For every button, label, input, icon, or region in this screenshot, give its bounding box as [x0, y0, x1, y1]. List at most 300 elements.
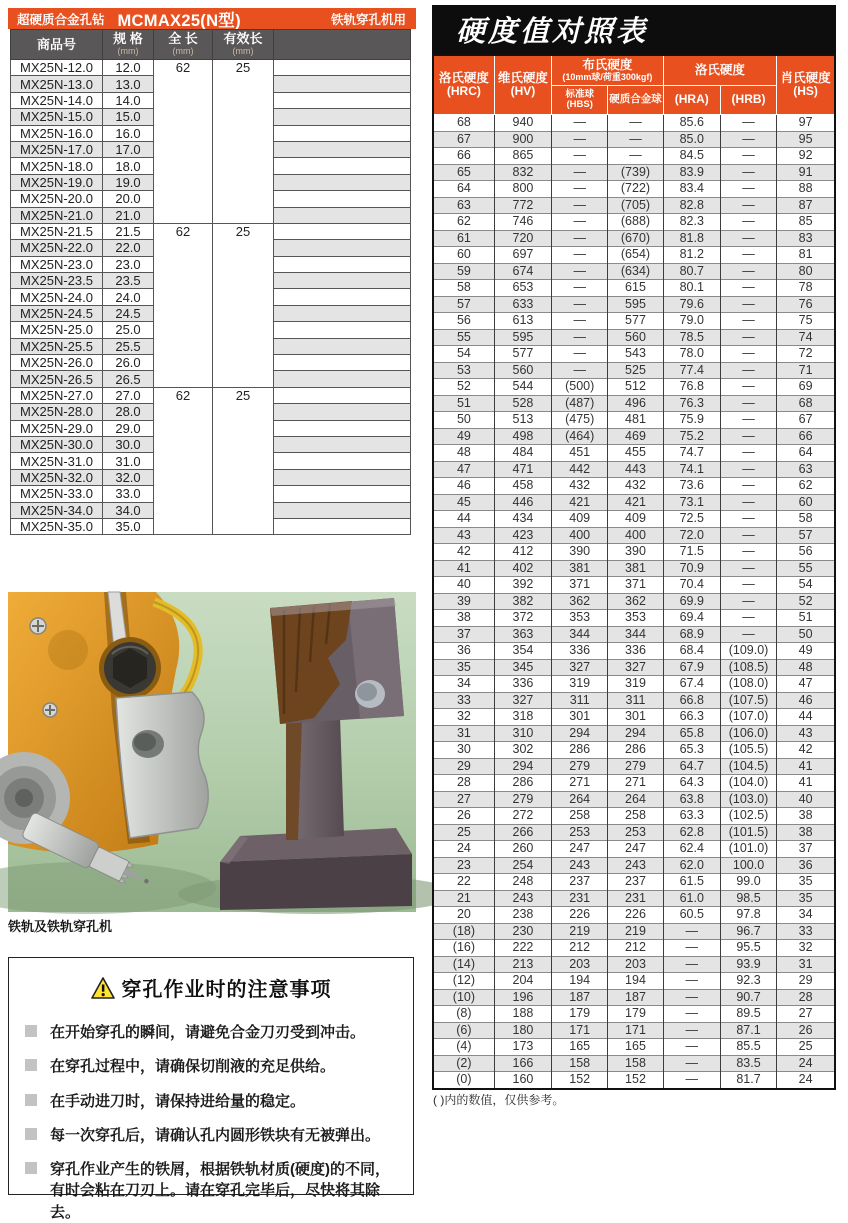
hardness-cell: (634) — [608, 263, 663, 280]
cell-blank — [274, 240, 411, 256]
hardness-cell: — — [720, 197, 776, 214]
hardness-table — [432, 54, 836, 1090]
hardness-row — [433, 1006, 835, 1023]
hardness-row — [433, 973, 835, 990]
hardness-cell: 409 — [608, 511, 663, 528]
hardness-row — [433, 445, 835, 462]
hardness-cell: (6) — [433, 1022, 494, 1039]
cell-spec: 34.0 — [103, 502, 154, 518]
hardness-cell: 62.0 — [663, 857, 720, 874]
product-header-bar — [8, 8, 416, 29]
hardness-cell: 64.3 — [663, 775, 720, 792]
hardness-cell: 279 — [608, 758, 663, 775]
product-photo — [8, 592, 416, 912]
hardness-cell: 80.1 — [663, 280, 720, 297]
hardness-row — [433, 544, 835, 561]
hardness-cell: 80 — [777, 263, 835, 280]
hardness-cell: — — [552, 296, 608, 313]
hardness-row — [433, 1055, 835, 1072]
hardness-cell: 43 — [777, 725, 835, 742]
hardness-row — [433, 610, 835, 627]
hardness-cell: — — [552, 362, 608, 379]
hardness-cell: 231 — [608, 890, 663, 907]
cell-blank — [274, 355, 411, 371]
hardness-cell: 45 — [433, 494, 494, 511]
hardness-cell: 63 — [433, 197, 494, 214]
hardness-cell: 69.9 — [663, 593, 720, 610]
hardness-cell: 423 — [494, 527, 551, 544]
hardness-cell: (108.5) — [720, 659, 776, 676]
hardness-cell: 58 — [777, 511, 835, 528]
hardness-cell: — — [720, 379, 776, 396]
hardness-cell: 67 — [777, 412, 835, 429]
cell-spec: 28.0 — [103, 404, 154, 420]
hardness-cell: 69 — [777, 379, 835, 396]
hardness-cell: 52 — [433, 379, 494, 396]
cell-spec: 23.0 — [103, 256, 154, 272]
hardness-cell: 469 — [608, 428, 663, 445]
hardness-cell: 97.8 — [720, 907, 776, 924]
hardness-cell: 254 — [494, 857, 551, 874]
hardness-cell: — — [552, 197, 608, 214]
hardness-cell: 44 — [433, 511, 494, 528]
cell-blank — [274, 289, 411, 305]
hardness-row — [433, 758, 835, 775]
cell-code: MX25N-34.0 — [11, 502, 103, 518]
hardness-cell: 41 — [777, 775, 835, 792]
hardness-cell: 99.0 — [720, 874, 776, 891]
hardness-row — [433, 890, 835, 907]
hardness-cell: 40 — [433, 577, 494, 594]
hardness-cell: — — [720, 181, 776, 198]
hardness-cell: 310 — [494, 725, 551, 742]
hardness-cell: 56 — [433, 313, 494, 330]
hardness-row — [433, 395, 835, 412]
hardness-cell: 74.7 — [663, 445, 720, 462]
cell-code: MX25N-12.0 — [11, 60, 103, 76]
hardness-cell: 458 — [494, 478, 551, 495]
hardness-cell: 260 — [494, 841, 551, 858]
hardness-cell: (101.0) — [720, 841, 776, 858]
hardness-cell: 38 — [433, 610, 494, 627]
hardness-cell: — — [663, 923, 720, 940]
hardness-cell: — — [663, 1022, 720, 1039]
hardness-cell: 336 — [608, 643, 663, 660]
hardness-cell: — — [720, 593, 776, 610]
product-usage: 铁轨穿孔机用 — [330, 12, 406, 27]
hardness-cell: — — [720, 263, 776, 280]
hardness-cell: 81.7 — [720, 1072, 776, 1089]
hardness-cell: 194 — [608, 973, 663, 990]
hardness-cell: (18) — [433, 923, 494, 940]
cell-spec: 20.0 — [103, 191, 154, 207]
hardness-title: 硬度值对照表 — [456, 16, 649, 48]
hardness-cell: — — [552, 181, 608, 198]
hardness-cell: 451 — [552, 445, 608, 462]
hardness-cell: 327 — [552, 659, 608, 676]
hardness-cell: 64 — [777, 445, 835, 462]
cell-code: MX25N-19.0 — [11, 174, 103, 190]
hardness-cell: 247 — [552, 841, 608, 858]
hardness-cell: — — [720, 544, 776, 561]
hardness-cell: 64.7 — [663, 758, 720, 775]
hardness-cell: (722) — [608, 181, 663, 198]
hardness-cell: 179 — [552, 1006, 608, 1023]
hardness-cell: 371 — [608, 577, 663, 594]
warning-icon — [91, 977, 115, 999]
hardness-cell: 71 — [777, 362, 835, 379]
cell-blank — [274, 469, 411, 485]
hardness-cell: 409 — [552, 511, 608, 528]
hardness-cell: 382 — [494, 593, 551, 610]
hardness-cell: 158 — [608, 1055, 663, 1072]
cell-blank — [274, 109, 411, 125]
hardness-cell: (705) — [608, 197, 663, 214]
hardness-cell: 253 — [552, 824, 608, 841]
hardness-row — [433, 676, 835, 693]
cell-blank — [274, 174, 411, 190]
hardness-title-bar — [432, 5, 836, 54]
hardness-cell: 43 — [433, 527, 494, 544]
hardness-cell: 336 — [552, 643, 608, 660]
cell-blank — [274, 76, 411, 92]
hardness-cell: — — [720, 230, 776, 247]
unit-label: (mm) — [117, 46, 139, 57]
hardness-cell: 92.3 — [720, 973, 776, 990]
cell-blank — [274, 207, 411, 223]
hardness-row — [433, 511, 835, 528]
hardness-cell: (688) — [608, 214, 663, 231]
hardness-row — [433, 791, 835, 808]
hardness-cell: — — [720, 461, 776, 478]
hardness-cell: 61.5 — [663, 874, 720, 891]
hardness-row — [433, 775, 835, 792]
hardness-cell: 62.8 — [663, 824, 720, 841]
hardness-cell: 78.5 — [663, 329, 720, 346]
hardness-cell: 55 — [777, 560, 835, 577]
hardness-cell: 188 — [494, 1006, 551, 1023]
cell-spec: 21.0 — [103, 207, 154, 223]
notice-item-text: 穿孔作业产生的铁屑，根据铁轨材质(硬度)的不同，有时会粘在刀刃上。请在穿孔完毕后，尽快将其除去。 — [50, 1161, 390, 1221]
hardness-cell: 53 — [433, 362, 494, 379]
cell-code: MX25N-30.0 — [11, 436, 103, 452]
hardness-cell: — — [720, 494, 776, 511]
hardness-row — [433, 560, 835, 577]
hardness-cell: 61.0 — [663, 890, 720, 907]
hardness-cell: 66 — [433, 148, 494, 165]
hardness-cell: 80.7 — [663, 263, 720, 280]
hardness-cell: 203 — [608, 956, 663, 973]
hardness-cell: 74.1 — [663, 461, 720, 478]
hardness-row — [433, 148, 835, 165]
hardness-cell: 512 — [608, 379, 663, 396]
col-header-blank — [274, 30, 411, 60]
hardness-cell: 471 — [494, 461, 551, 478]
hardness-cell: — — [608, 131, 663, 148]
cell-code: MX25N-26.5 — [11, 371, 103, 387]
cell-spec: 25.5 — [103, 338, 154, 354]
hardness-cell: 294 — [552, 725, 608, 742]
hardness-cell: 88 — [777, 181, 835, 198]
col-header-full-length: 全 长 (mm) — [154, 30, 213, 60]
hardness-cell: — — [720, 577, 776, 594]
hardness-cell: 390 — [552, 544, 608, 561]
cell-blank — [274, 141, 411, 157]
hardness-cell: 442 — [552, 461, 608, 478]
hardness-cell: — — [720, 527, 776, 544]
hardness-cell: 271 — [608, 775, 663, 792]
hardness-row — [433, 956, 835, 973]
cell-blank — [274, 387, 411, 403]
hardness-cell: — — [663, 1055, 720, 1072]
cell-spec: 22.0 — [103, 240, 154, 256]
hardness-cell: 42 — [777, 742, 835, 759]
hardness-cell: 87.1 — [720, 1022, 776, 1039]
hardness-cell: — — [663, 1006, 720, 1023]
hardness-cell: 402 — [494, 560, 551, 577]
hardness-cell: 455 — [608, 445, 663, 462]
hardness-cell: 66.3 — [663, 709, 720, 726]
hardness-row — [433, 841, 835, 858]
cell-blank — [274, 420, 411, 436]
hardness-cell: 78.0 — [663, 346, 720, 363]
hardness-cell: 525 — [608, 362, 663, 379]
hardness-row — [433, 808, 835, 825]
hardness-cell: 75 — [777, 313, 835, 330]
hardness-cell: 345 — [494, 659, 551, 676]
hardness-cell: 54 — [777, 577, 835, 594]
square-bullet — [25, 1162, 37, 1174]
hardness-cell: 36 — [433, 643, 494, 660]
hardness-row — [433, 329, 835, 346]
hardness-row — [433, 1039, 835, 1056]
hardness-cell: 231 — [552, 890, 608, 907]
hardness-cell: (0) — [433, 1072, 494, 1089]
hardness-cell: 294 — [494, 758, 551, 775]
hardness-row — [433, 263, 835, 280]
hardness-cell: (2) — [433, 1055, 494, 1072]
hardness-row — [433, 593, 835, 610]
hardness-cell: 301 — [552, 709, 608, 726]
hardness-cell: — — [720, 164, 776, 181]
cell-blank — [274, 256, 411, 272]
cell-blank — [274, 273, 411, 289]
cell-blank — [274, 436, 411, 452]
hardness-cell: — — [720, 346, 776, 363]
hardness-cell: — — [720, 148, 776, 165]
hardness-cell: 83.5 — [720, 1055, 776, 1072]
cell-spec: 13.0 — [103, 76, 154, 92]
hardness-cell: 372 — [494, 610, 551, 627]
hardness-cell: — — [720, 362, 776, 379]
hardness-cell: 746 — [494, 214, 551, 231]
hardness-cell: 58 — [433, 280, 494, 297]
hardness-cell: 381 — [608, 560, 663, 577]
hardness-cell: 62.4 — [663, 841, 720, 858]
hardness-cell: 560 — [608, 329, 663, 346]
hardness-cell: 41 — [777, 758, 835, 775]
hardness-cell: 900 — [494, 131, 551, 148]
hardness-cell: 82.8 — [663, 197, 720, 214]
notice-item-text: 在穿孔过程中，请确保切削液的充足供给。 — [50, 1058, 336, 1076]
cell-spec: 21.5 — [103, 223, 154, 239]
hardness-cell: 496 — [608, 395, 663, 412]
hardness-cell: (107.5) — [720, 692, 776, 709]
hardness-row — [433, 940, 835, 957]
hardness-row — [433, 989, 835, 1006]
hardness-cell: 73.1 — [663, 494, 720, 511]
hardness-cell: 81.2 — [663, 247, 720, 264]
hardness-cell: 38 — [777, 808, 835, 825]
hardness-cell: 41 — [433, 560, 494, 577]
hardness-cell: 238 — [494, 907, 551, 924]
hardness-cell: — — [720, 115, 776, 132]
hardness-cell: 25 — [777, 1039, 835, 1056]
hardness-cell: (739) — [608, 164, 663, 181]
cell-blank — [274, 125, 411, 141]
hardness-cell: 52 — [777, 593, 835, 610]
unit-label: (mm) — [172, 46, 194, 57]
cell-blank — [274, 404, 411, 420]
hardness-cell: 327 — [608, 659, 663, 676]
cell-code: MX25N-24.5 — [11, 305, 103, 321]
square-bullet — [25, 1025, 37, 1037]
hardness-cell: (105.5) — [720, 742, 776, 759]
hardness-cell: 27 — [433, 791, 494, 808]
hardness-cell: 38 — [777, 824, 835, 841]
cell-blank — [274, 453, 411, 469]
cell-code: MX25N-15.0 — [11, 109, 103, 125]
cell-code: MX25N-16.0 — [11, 125, 103, 141]
hardness-cell: 35 — [777, 890, 835, 907]
hardness-cell: 595 — [608, 296, 663, 313]
hardness-cell: 72 — [777, 346, 835, 363]
hardness-cell: (464) — [552, 428, 608, 445]
hardness-cell: 400 — [552, 527, 608, 544]
hardness-cell: 36 — [777, 857, 835, 874]
hardness-cell: (10) — [433, 989, 494, 1006]
hardness-cell: 230 — [494, 923, 551, 940]
hardness-cell: 77.4 — [663, 362, 720, 379]
square-bullet — [25, 1094, 37, 1106]
hardness-cell: 47 — [433, 461, 494, 478]
product-row — [11, 223, 411, 239]
cell-code: MX25N-26.0 — [11, 355, 103, 371]
cell-spec: 35.0 — [103, 518, 154, 534]
hardness-cell: 286 — [494, 775, 551, 792]
hardness-cell: — — [663, 1072, 720, 1089]
hardness-row — [433, 164, 835, 181]
hardness-cell: 344 — [608, 626, 663, 643]
cell-spec: 26.0 — [103, 355, 154, 371]
hardness-cell: 653 — [494, 280, 551, 297]
notice-item — [25, 1125, 399, 1146]
hardness-cell: 311 — [552, 692, 608, 709]
hardness-cell: 697 — [494, 247, 551, 264]
hardness-cell: — — [663, 956, 720, 973]
cell-code: MX25N-33.0 — [11, 486, 103, 502]
cell-spec: 24.5 — [103, 305, 154, 321]
hardness-cell: 158 — [552, 1055, 608, 1072]
cell-full-length: 62 — [154, 60, 213, 224]
hardness-cell: 171 — [608, 1022, 663, 1039]
hardness-header-row-1 — [433, 55, 835, 86]
hardness-cell: 203 — [552, 956, 608, 973]
hardness-cell: 34 — [777, 907, 835, 924]
hardness-cell: 71.5 — [663, 544, 720, 561]
hardness-cell: 37 — [777, 841, 835, 858]
cell-blank — [274, 158, 411, 174]
hardness-cell: 63.8 — [663, 791, 720, 808]
hardness-cell: 98.5 — [720, 890, 776, 907]
hardness-cell: — — [608, 148, 663, 165]
hardness-cell: 68 — [433, 115, 494, 132]
hardness-cell: 272 — [494, 808, 551, 825]
cell-code: MX25N-32.0 — [11, 469, 103, 485]
hardness-cell: 68.9 — [663, 626, 720, 643]
hardness-cell: 336 — [494, 676, 551, 693]
cell-code: MX25N-17.0 — [11, 141, 103, 157]
hardness-cell: 633 — [494, 296, 551, 313]
cell-blank — [274, 322, 411, 338]
cell-code: MX25N-20.0 — [11, 191, 103, 207]
hardness-cell: — — [720, 428, 776, 445]
hardness-row — [433, 412, 835, 429]
hardness-cell: 443 — [608, 461, 663, 478]
hardness-cell: 264 — [552, 791, 608, 808]
product-category: 超硬质合金孔钻 — [17, 12, 105, 27]
hardness-row — [433, 280, 835, 297]
hardness-cell: 24 — [777, 1055, 835, 1072]
hardness-cell: 57 — [777, 527, 835, 544]
cell-blank — [274, 502, 411, 518]
hardness-row — [433, 346, 835, 363]
hardness-cell: 39 — [433, 593, 494, 610]
hardness-cell: 76.8 — [663, 379, 720, 396]
cell-spec: 14.0 — [103, 92, 154, 108]
hardness-cell: — — [663, 940, 720, 957]
cell-code: MX25N-25.5 — [11, 338, 103, 354]
hardness-cell: 57 — [433, 296, 494, 313]
hardness-cell: 31 — [777, 956, 835, 973]
hardness-row — [433, 907, 835, 924]
square-bullet — [25, 1128, 37, 1140]
hardness-cell: 204 — [494, 973, 551, 990]
hardness-cell: 62 — [777, 478, 835, 495]
col-header-effective-length: 有效长 (mm) — [213, 30, 274, 60]
hardness-cell: 23 — [433, 857, 494, 874]
hardness-cell: 67.4 — [663, 676, 720, 693]
hardness-row — [433, 478, 835, 495]
hardness-cell: 243 — [552, 857, 608, 874]
hardness-row — [433, 659, 835, 676]
hardness-cell: 319 — [552, 676, 608, 693]
hardness-cell: 55 — [433, 329, 494, 346]
hardness-cell: — — [663, 973, 720, 990]
hardness-cell: 279 — [494, 791, 551, 808]
hardness-cell: — — [720, 445, 776, 462]
hardness-cell: (670) — [608, 230, 663, 247]
hardness-cell: 47 — [777, 676, 835, 693]
hardness-cell: 40 — [777, 791, 835, 808]
hardness-row — [433, 1072, 835, 1089]
hardness-cell: — — [720, 395, 776, 412]
hardness-row — [433, 230, 835, 247]
hardness-cell: 392 — [494, 577, 551, 594]
hardness-cell: 226 — [552, 907, 608, 924]
hardness-cell: — — [552, 346, 608, 363]
cell-full-length: 62 — [154, 387, 213, 535]
